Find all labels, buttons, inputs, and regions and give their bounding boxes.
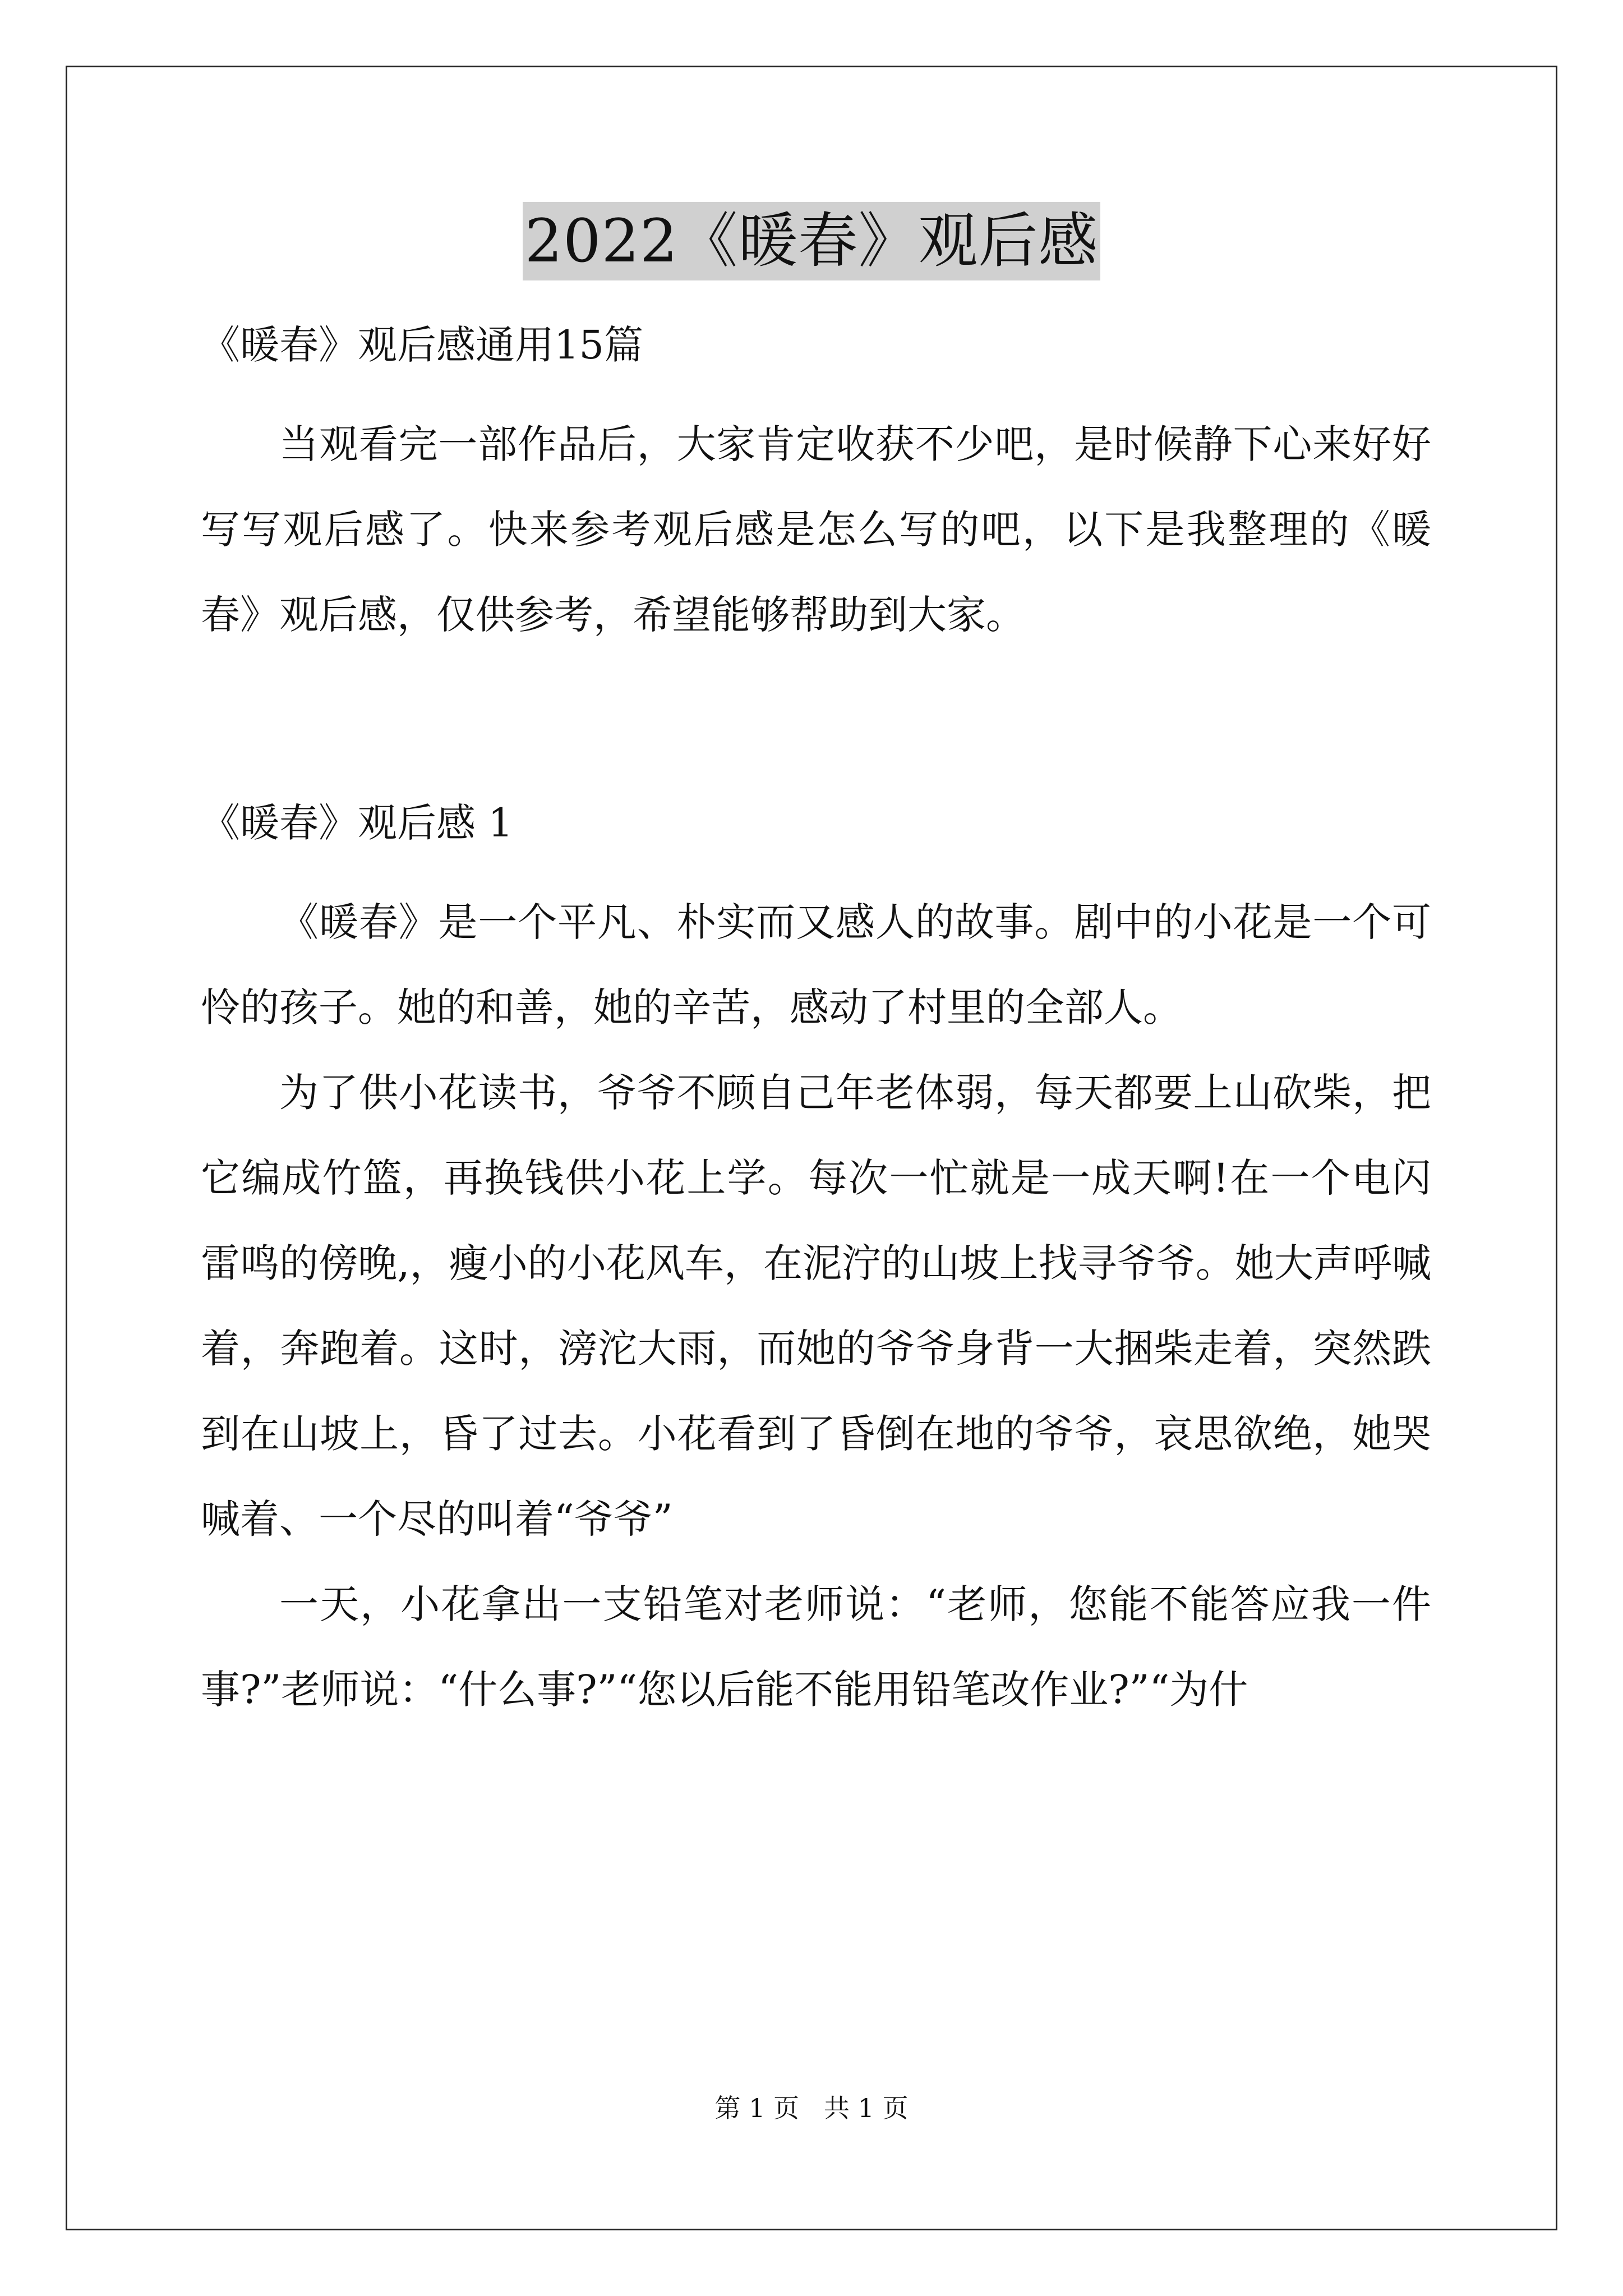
total-pages: 共 1 页 (823, 2093, 909, 2123)
subtitle-heading: 《暖春》观后感通用15篇 (201, 322, 644, 368)
body-paragraph: 一天，小花拿出一支铅笔对老师说：“老师，您能不能答应我一件事?”老师说：“什么事?”“您以后能不能用铅笔改作业?”“为什 (201, 1581, 1431, 1713)
body-paragraph: 为了供小花读书，爷爷不顾自己年老体弱，每天都要上山砍柴，把它编成竹篮，再换钱供小花上学。每次一忙就是一成天啊!在一个电闪雷鸣的傍晚,，瘦小的小花风车，在泥泞的山坡上找寻爷爷。她大声呼喊着，奔跑着。这时，滂沱大雨，而她的爷爷身背一大捆柴走着，突然跌到在山坡上，昏了过去。小花看到了昏倒在地的爷爷，哀思欲绝，她哭喊着、一个尽的叫着“爷爷” (201, 1070, 1431, 1542)
spacer (201, 657, 1431, 781)
title-container (0, 202, 1623, 280)
section-heading: 《暖春》观后感 1 (201, 800, 513, 846)
intro-paragraph: 当观看完一部作品后，大家肯定收获不少吧，是时候静下心来好好写写观后感了。快来参考观后感是怎么写的吧，以下是我整理的《暖春》观后感，仅供参考，希望能够帮助到大家。 (201, 421, 1431, 638)
page-number: 第 1 页 (714, 2093, 800, 2123)
body-paragraph: 《暖春》是一个平凡、朴实而又感人的故事。剧中的小花是一个可怜的孩子。她的和善，她的辛苦，感动了村里的全部人。 (201, 899, 1431, 1030)
spacer (201, 387, 1431, 402)
spacer (201, 865, 1431, 880)
document-body (201, 303, 1431, 1732)
document-title: 2022《暖春》观后感 (523, 202, 1101, 280)
page-footer (0, 2091, 1623, 2125)
